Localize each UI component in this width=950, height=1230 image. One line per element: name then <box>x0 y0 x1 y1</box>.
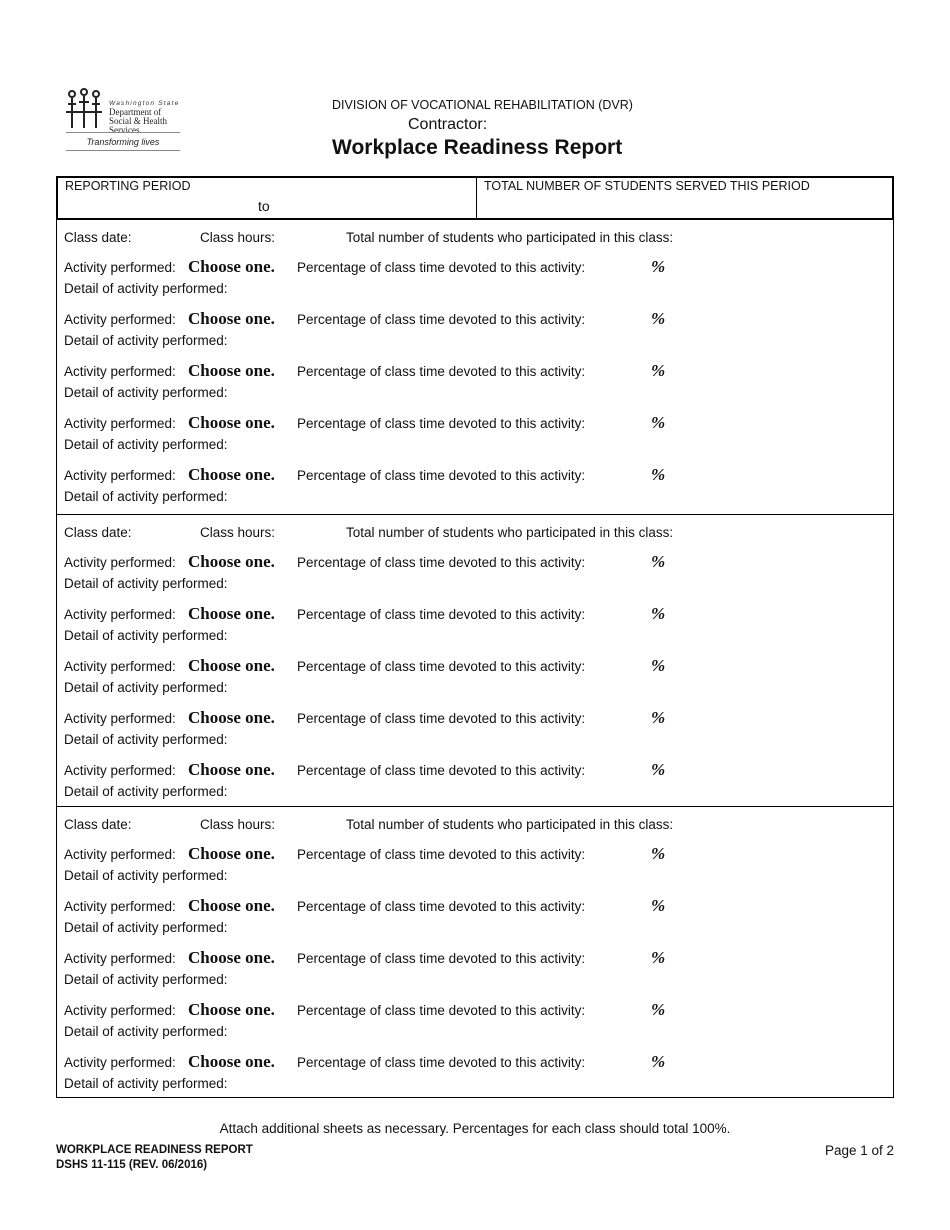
activity-label: Activity performed: <box>64 555 176 570</box>
activity-label: Activity performed: <box>64 659 176 674</box>
percentage-field[interactable]: % <box>651 896 666 915</box>
percentage-field[interactable]: % <box>651 413 666 432</box>
form-name: WORKPLACE READINESS REPORT <box>56 1144 253 1156</box>
activity-dropdown[interactable]: Choose one. <box>188 413 275 432</box>
activity-dropdown[interactable]: Choose one. <box>188 896 275 915</box>
percentage-label: Percentage of class time devoted to this activity: <box>297 416 586 431</box>
percentage-field[interactable]: % <box>651 708 666 727</box>
activity-label: Activity performed: <box>64 468 176 483</box>
class-hours-label: Class hours: <box>200 230 276 245</box>
logo-rule <box>66 150 180 151</box>
activity-detail-label: Detail of activity performed: <box>64 628 228 643</box>
percentage-field[interactable]: % <box>651 1052 666 1071</box>
activity-dropdown[interactable]: Choose one. <box>188 257 275 276</box>
percentage-field[interactable]: % <box>651 656 666 675</box>
reporting-box-divider <box>476 178 477 218</box>
logo-state: Washington State <box>109 100 180 107</box>
percentage-label: Percentage of class time devoted to this activity: <box>297 951 586 966</box>
division-heading: DIVISION OF VOCATIONAL REHABILITATION (DVR) <box>332 98 633 112</box>
activity-detail-label: Detail of activity performed: <box>64 732 228 747</box>
class-date-label: Class date: <box>64 525 132 540</box>
dshs-figures-icon <box>64 88 104 132</box>
class-section <box>56 806 894 1098</box>
class-section <box>56 220 894 514</box>
activity-detail-label: Detail of activity performed: <box>64 333 228 348</box>
reporting-period-label: REPORTING PERIOD <box>65 179 191 193</box>
percentage-label: Percentage of class time devoted to this activity: <box>297 711 586 726</box>
activity-detail-label: Detail of activity performed: <box>64 489 228 504</box>
footer-note: Attach additional sheets as necessary. Percentages for each class should total 100%. <box>219 1121 731 1136</box>
percentage-field[interactable]: % <box>651 604 666 623</box>
activity-dropdown[interactable]: Choose one. <box>188 1000 275 1019</box>
activity-label: Activity performed: <box>64 607 176 622</box>
activity-detail-label: Detail of activity performed: <box>64 784 228 799</box>
logo-tagline: Transforming lives <box>86 137 160 147</box>
percentage-label: Percentage of class time devoted to this activity: <box>297 468 586 483</box>
activity-label: Activity performed: <box>64 312 176 327</box>
activity-detail-label: Detail of activity performed: <box>64 920 228 935</box>
percentage-field[interactable]: % <box>651 760 666 779</box>
percentage-label: Percentage of class time devoted to this activity: <box>297 555 586 570</box>
logo-rule <box>66 132 180 133</box>
activity-label: Activity performed: <box>64 763 176 778</box>
total-participants-label: Total number of students who participated in this class: <box>346 817 674 832</box>
logo-dept: Department of Social & Health Services <box>109 107 167 135</box>
percentage-label: Percentage of class time devoted to this activity: <box>297 364 586 379</box>
percentage-field[interactable]: % <box>651 844 666 863</box>
class-hours-label: Class hours: <box>200 525 276 540</box>
percentage-label: Percentage of class time devoted to this activity: <box>297 1055 586 1070</box>
contractor-label: Contractor: <box>408 116 488 133</box>
activity-dropdown[interactable]: Choose one. <box>188 708 275 727</box>
percentage-label: Percentage of class time devoted to this activity: <box>297 659 586 674</box>
activity-detail-label: Detail of activity performed: <box>64 680 228 695</box>
percentage-field[interactable]: % <box>651 465 666 484</box>
activity-detail-label: Detail of activity performed: <box>64 972 228 987</box>
class-section <box>56 514 894 806</box>
activity-dropdown[interactable]: Choose one. <box>188 844 275 863</box>
percentage-label: Percentage of class time devoted to this activity: <box>297 763 586 778</box>
percentage-label: Percentage of class time devoted to this activity: <box>297 260 586 275</box>
activity-dropdown[interactable]: Choose one. <box>188 552 275 571</box>
activity-dropdown[interactable]: Choose one. <box>188 465 275 484</box>
activity-dropdown[interactable]: Choose one. <box>188 656 275 675</box>
activity-label: Activity performed: <box>64 847 176 862</box>
percentage-field[interactable]: % <box>651 948 666 967</box>
class-hours-label: Class hours: <box>200 817 276 832</box>
total-participants-label: Total number of students who participated in this class: <box>346 525 674 540</box>
activity-label: Activity performed: <box>64 1003 176 1018</box>
activity-label: Activity performed: <box>64 364 176 379</box>
activity-label: Activity performed: <box>64 711 176 726</box>
total-participants-label: Total number of students who participated in this class: <box>346 230 674 245</box>
activity-detail-label: Detail of activity performed: <box>64 437 228 452</box>
activity-label: Activity performed: <box>64 951 176 966</box>
class-date-label: Class date: <box>64 817 132 832</box>
activity-dropdown[interactable]: Choose one. <box>188 760 275 779</box>
percentage-field[interactable]: % <box>651 257 666 276</box>
percentage-field[interactable]: % <box>651 552 666 571</box>
percentage-field[interactable]: % <box>651 1000 666 1019</box>
activity-detail-label: Detail of activity performed: <box>64 868 228 883</box>
total-students-label: TOTAL NUMBER OF STUDENTS SERVED THIS PERIOD <box>484 179 810 193</box>
activity-detail-label: Detail of activity performed: <box>64 576 228 591</box>
activity-label: Activity performed: <box>64 1055 176 1070</box>
activity-dropdown[interactable]: Choose one. <box>188 604 275 623</box>
activity-dropdown[interactable]: Choose one. <box>188 948 275 967</box>
percentage-label: Percentage of class time devoted to this activity: <box>297 899 586 914</box>
form-id: DSHS 11-115 (REV. 06/2016) <box>56 1159 208 1171</box>
page-number: Page 1 of 2 <box>824 1143 894 1158</box>
percentage-label: Percentage of class time devoted to this activity: <box>297 312 586 327</box>
activity-detail-label: Detail of activity performed: <box>64 281 228 296</box>
percentage-label: Percentage of class time devoted to this activity: <box>297 607 586 622</box>
activity-detail-label: Detail of activity performed: <box>64 1024 228 1039</box>
percentage-field[interactable]: % <box>651 361 666 380</box>
reporting-box <box>56 176 894 220</box>
activity-detail-label: Detail of activity performed: <box>64 385 228 400</box>
percentage-label: Percentage of class time devoted to this activity: <box>297 847 586 862</box>
activity-label: Activity performed: <box>64 899 176 914</box>
dshs-logo <box>64 86 182 152</box>
class-date-label: Class date: <box>64 230 132 245</box>
activity-dropdown[interactable]: Choose one. <box>188 361 275 380</box>
page-title: Workplace Readiness Report <box>332 136 623 159</box>
percentage-field[interactable]: % <box>651 309 666 328</box>
activity-label: Activity performed: <box>64 260 176 275</box>
activity-label: Activity performed: <box>64 416 176 431</box>
reporting-period-to: to <box>258 198 270 214</box>
activity-dropdown[interactable]: Choose one. <box>188 309 275 328</box>
percentage-label: Percentage of class time devoted to this activity: <box>297 1003 586 1018</box>
activity-dropdown[interactable]: Choose one. <box>188 1052 275 1071</box>
activity-detail-label: Detail of activity performed: <box>64 1076 228 1091</box>
